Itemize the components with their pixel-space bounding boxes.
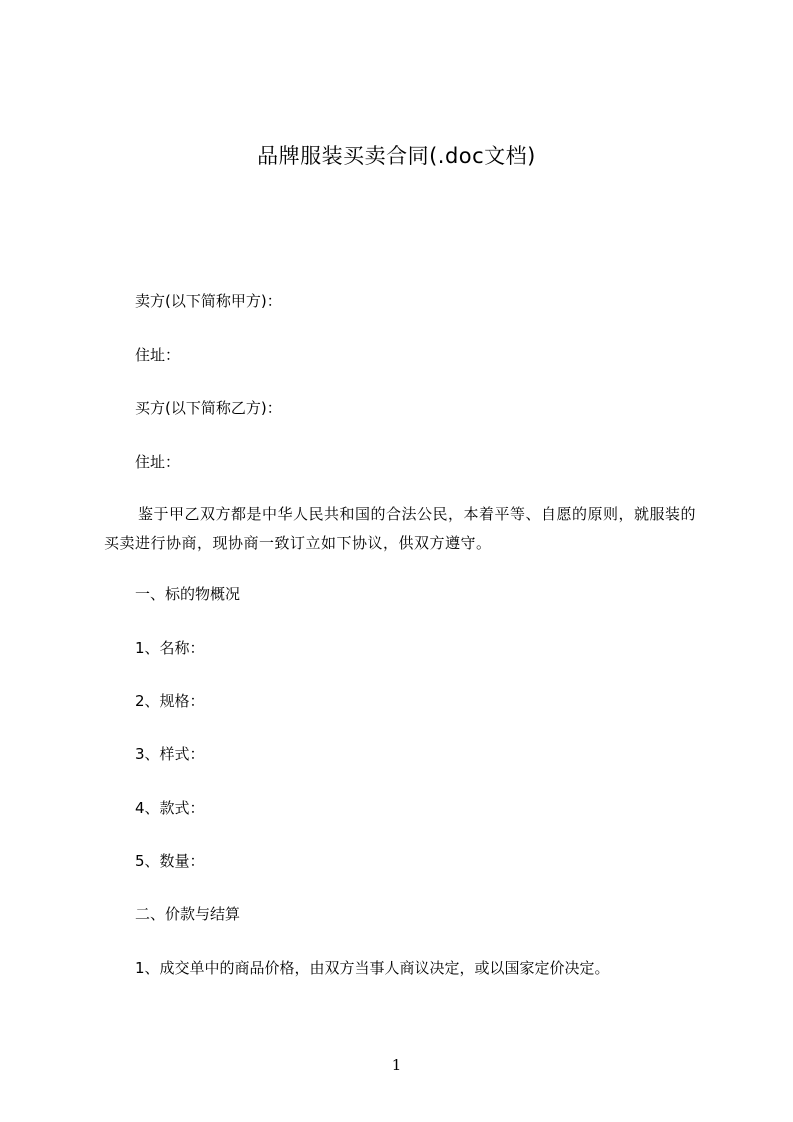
subject-item-quantity: 5、数量：: [135, 852, 205, 870]
subject-item-spec: 2、规格：: [135, 692, 205, 710]
buyer-line: 买方(以下简称乙方)：: [135, 399, 282, 417]
subject-item-name: 1、名称：: [135, 639, 205, 657]
seller-address-line: 住址：: [135, 346, 181, 364]
price-item-1: 1、成交单中的商品价格，由双方当事人商议决定，或以国家定价决定。: [135, 959, 610, 977]
buyer-address-line: 住址：: [135, 453, 181, 471]
section-heading-subject: 一、标的物概况: [135, 585, 241, 603]
subject-item-style: 3、样式：: [135, 745, 205, 763]
subject-item-model: 4、款式：: [135, 799, 205, 817]
preamble-paragraph: 鉴于甲乙双方都是中华人民共和国的合法公民，本着平等、自愿的原则，就服装的买卖进行协商，现协商一致订立如下协议，供双方遵守。: [104, 505, 697, 552]
seller-line: 卖方(以下简称甲方)：: [135, 292, 282, 310]
document-title: 品牌服装买卖合同(.doc文档): [257, 144, 536, 168]
section-heading-price: 二、价款与结算: [135, 905, 241, 923]
page-number: 1: [391, 1056, 402, 1074]
